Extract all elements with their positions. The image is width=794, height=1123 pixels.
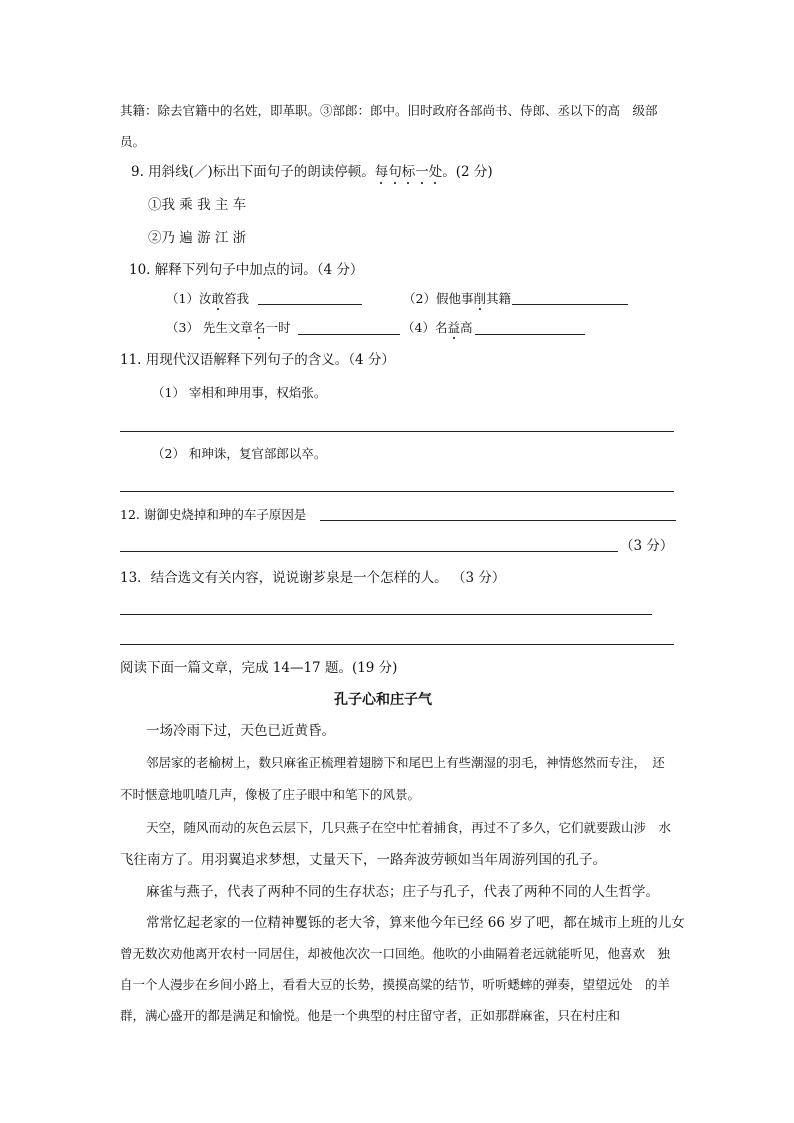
question-12: 12. 谢御史烧掉和珅的车子原因是 xyxy=(120,507,307,522)
passage-paragraph-5-line-1: 常常忆起老家的一位精神矍铄的老大爷，算来他今年已经 66 岁了吧，都在城市上班的儿女 xyxy=(146,915,685,931)
passage-paragraph-3-line-1: 天空，随风而动的灰色云层下，几只燕子在空中忙着捕食，再过不了多久，它们就要跋山涉 水 xyxy=(146,820,672,835)
answer-blank-10-1[interactable] xyxy=(258,304,362,305)
question-10-item-3 xyxy=(166,318,290,338)
question-9 xyxy=(131,162,493,182)
answer-line-12-1[interactable] xyxy=(320,520,676,521)
passage-paragraph-2-line-2: 不时惬意地叽喳几声，像极了庄子眼中和笔下的风景。 xyxy=(120,787,421,802)
dotted-char: 处 xyxy=(428,164,443,180)
item-text: （3） 先生文章 xyxy=(166,320,253,335)
answer-line-13-1[interactable] xyxy=(120,614,652,615)
item-text: 高 xyxy=(459,320,473,335)
answer-line-11-1[interactable] xyxy=(120,431,674,432)
item-text: （2）假他事 xyxy=(403,291,474,306)
dotted-char: 敢 xyxy=(211,291,224,306)
question-10-item-2 xyxy=(403,289,511,309)
question-10-item-4 xyxy=(402,318,472,338)
question-12-score: （3 分） xyxy=(620,538,674,554)
item-text: 笞我 xyxy=(223,291,249,306)
item-text: （1）汝 xyxy=(166,291,212,306)
question-9-sentence-1: ①我 乘 我 主 车 xyxy=(148,197,247,213)
passage-paragraph-2-line-1: 邻居家的老榆树上，数只麻雀正梳理着翅膀下和尾巴上有些潮湿的羽毛，神情悠然而专注， 还 xyxy=(146,755,665,770)
answer-blank-10-3[interactable] xyxy=(298,334,400,335)
dotted-char: 名 xyxy=(252,320,266,335)
question-10-item-1 xyxy=(166,289,249,309)
dotted-char: 每 xyxy=(374,164,389,180)
passage-paragraph-4: 麻雀与燕子，代表了两种不同的生存状态；庄子与孔子，代表了两种不同的人生哲学。 xyxy=(146,884,659,900)
item-text: （4）名 xyxy=(402,320,448,335)
question-9-sentence-2: ②乃 遍 游 江 浙 xyxy=(148,230,247,246)
passage-paragraph-5-line-3: 自一个人漫步在乡间小路上，看看大豆的长势，摸摸高粱的结节，听听蟋蟀的弹奏，望望远处 的羊 xyxy=(120,977,671,992)
item-text: 其籍 xyxy=(485,291,511,306)
dotted-char: 益 xyxy=(447,320,460,335)
passage-paragraph-5-line-2: 曾无数次劝他离开农村一同居住，却被他次次一口回绝。他吹的小曲隔着老远就能听见，他喜欢 独 xyxy=(120,946,671,961)
question-9-score: 。(2 分) xyxy=(442,164,493,180)
passage-paragraph-1: 一场冷雨下过，天色已近黄昏。 xyxy=(146,723,335,739)
passage-paragraph-5-line-4: 群，满心盛开的都是满足和愉悦。他是一个典型的村庄留守者，正如那群麻雀，只在村庄和 xyxy=(120,1008,621,1023)
dotted-char: 削 xyxy=(473,291,486,306)
answer-line-13-2[interactable] xyxy=(120,644,674,645)
dotted-char: 一 xyxy=(415,164,429,180)
passage-paragraph-3-line-2: 飞往南方了。用羽翼追求梦想，丈量天下，一路奔波劳顿如当年周游列国的孔子。 xyxy=(120,852,606,868)
dotted-char: 标 xyxy=(401,164,416,180)
question-11-sentence-2: （2） 和珅诛，复官部郎以卒。 xyxy=(152,446,327,461)
item-text: 一时 xyxy=(265,320,291,335)
annotation-line-1: 其籍：除去官籍中的名姓，即革职。③部郎：郎中。旧时政府各部尚书、侍郎、丞以下的高 级部 xyxy=(120,103,658,118)
answer-line-11-2[interactable] xyxy=(120,491,674,492)
question-13: 13．结合选文有关内容，说说谢芗泉是一个怎样的人。 （3 分） xyxy=(120,570,506,586)
question-10-title: 10. 解释下列句子中加点的词。（4 分） xyxy=(129,262,364,278)
answer-line-12-2[interactable] xyxy=(120,551,618,552)
dotted-char: 句 xyxy=(388,164,402,180)
answer-blank-10-2[interactable] xyxy=(512,304,628,305)
question-9-prompt: 9. 用斜线(／)标出下面句子的朗读停顿。 xyxy=(131,164,375,180)
answer-blank-10-4[interactable] xyxy=(475,334,585,335)
reading-intro: 阅读下面一篇文章，完成 14—17 题。(19 分) xyxy=(120,660,398,676)
annotation-line-2: 员。 xyxy=(120,134,146,149)
question-11-sentence-1: （1） 宰相和珅用事，权焰张。 xyxy=(152,385,327,400)
passage-title: 孔子心和庄子气 xyxy=(334,692,432,708)
question-11-title: 11. 用现代汉语解释下列句子的含义。（4 分） xyxy=(120,352,395,368)
